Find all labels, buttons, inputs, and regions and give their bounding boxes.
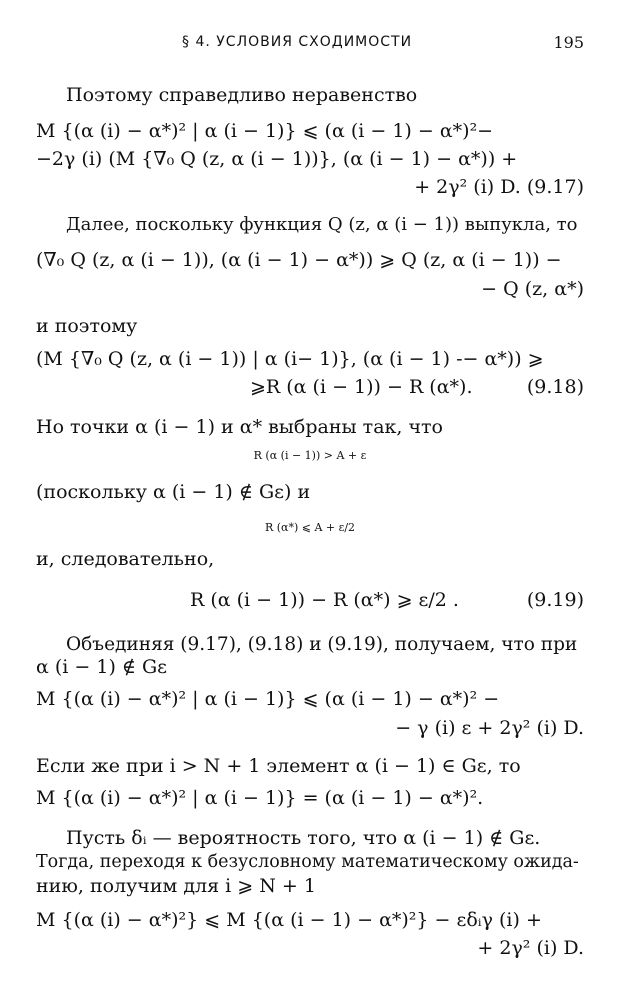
formula-line: M {(α (i) − α*)² | α (i − 1)} ⩽ (α (i − 1) − α*)² − xyxy=(36,688,500,710)
formula-line: + 2γ² (i) D. (9.17) xyxy=(414,176,584,198)
equation-number: (9.18) xyxy=(526,376,584,398)
text-line: Но точки α (i − 1) и α* выбраны так, что xyxy=(36,416,443,438)
formula-line: M {(α (i) − α*)² | α (i − 1)} = (α (i − 1) − α*)². xyxy=(36,787,484,809)
equation-number: (9.19) xyxy=(526,589,584,611)
formula-line: M {(α (i) − α*)² | α (i − 1)} ⩽ (α (i − 1) − α*)²− xyxy=(36,120,494,142)
formula-line: R (α (i − 1)) − R (α*) ⩾ ε/2 . xyxy=(190,589,459,611)
text-line: α (i − 1) ∉ Gε xyxy=(36,656,168,678)
formula-line: R (α*) ⩽ A + ε/2 xyxy=(264,521,356,534)
text-line: Объединяя (9.17), (9.18) и (9.19), получаем, что при xyxy=(66,634,578,655)
text-line: и, следовательно, xyxy=(36,548,215,570)
formula-line: (∇₀ Q (z, α (i − 1)), (α (i − 1) − α*)) ⩾ Q (z, α (i − 1)) − xyxy=(36,249,562,271)
text-line: Тогда, переходя к безусловному математическому ожида- xyxy=(36,852,579,872)
header-title: § 4. УСЛОВИЯ СХОДИМОСТИ xyxy=(182,34,413,50)
text-line: (поскольку α (i − 1) ∉ Gε) и xyxy=(36,481,311,503)
formula-line: ⩾R (α (i − 1)) − R (α*). xyxy=(250,376,473,398)
formula-line: −2γ (i) (M {∇₀ Q (z, α (i − 1))}, (α (i − 1) − α*)) + xyxy=(36,148,518,170)
text-line: и поэтому xyxy=(36,315,138,337)
text-line: Далее, поскольку функция Q (z, α (i − 1)) выпукла, то xyxy=(66,214,578,235)
formula-line: M {(α (i) − α*)²} ⩽ M {(α (i − 1) − α*)²} − εδᵢγ (i) + xyxy=(36,909,542,931)
formula-line: (M {∇₀ Q (z, α (i − 1)) | α (i− 1)}, (α (i − 1) -− α*)) ⩾ xyxy=(36,348,544,370)
text-line: Поэтому справедливо неравенство xyxy=(66,84,418,106)
text-line: нию, получим для i ⩾ N + 1 xyxy=(36,875,316,897)
formula-line: R (α (i − 1)) > A + ε xyxy=(253,449,367,462)
text-line: Если же при i > N + 1 элемент α (i − 1) ∈ Gε, то xyxy=(36,755,521,777)
formula-line: + 2γ² (i) D. xyxy=(477,937,584,959)
text-line: Пусть δᵢ — вероятность того, что α (i − 1) ∉ Gε. xyxy=(66,827,541,849)
formula-line: − γ (i) ε + 2γ² (i) D. xyxy=(395,717,584,739)
formula-line: − Q (z, α*) xyxy=(481,278,584,300)
page-number: 195 xyxy=(553,33,584,52)
